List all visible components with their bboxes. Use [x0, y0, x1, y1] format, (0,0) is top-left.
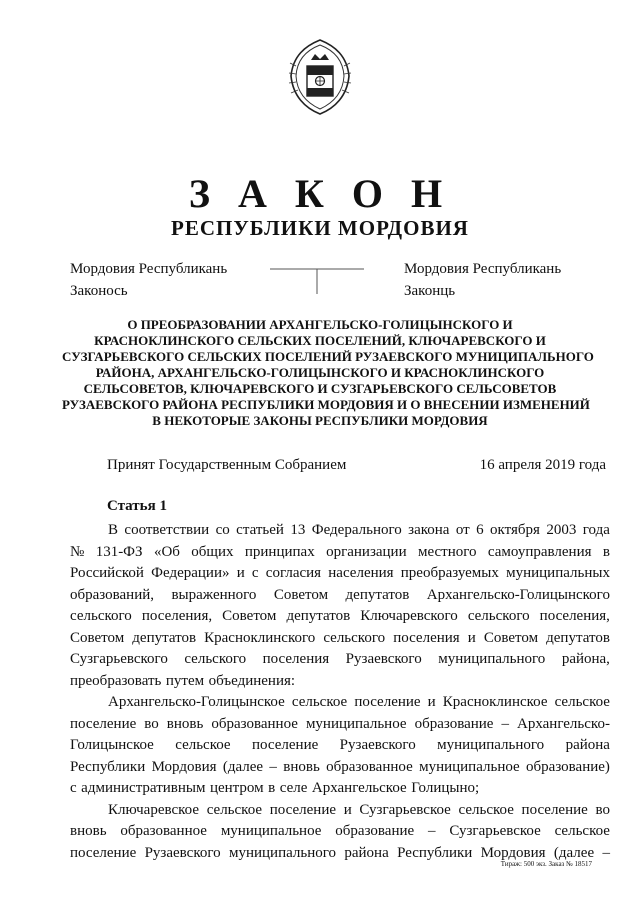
- coat-of-arms-icon: [285, 36, 355, 116]
- law-name-line: В НЕКОТОРЫЕ ЗАКОНЫ РЕСПУБЛИКИ МОРДОВИЯ: [152, 413, 488, 428]
- adoption-statement: Принят Государственным Собранием: [107, 457, 347, 473]
- adoption-date: 16 апреля 2019 года: [479, 457, 606, 473]
- body-line: образований, выраженного Советом депутатов Архангельско-Голицынского: [70, 586, 610, 603]
- law-name: [62, 317, 594, 429]
- body-line: В соответствии со статьей 13 Федерального закона от 6 октября 2003 года: [108, 522, 610, 538]
- law-name-line: СУЗГАРЬЕВСКОГО СЕЛЬСКИХ ПОСЕЛЕНИЙ РУЗАЕВСКОГО МУНИЦИПАЛЬНОГО: [62, 349, 594, 364]
- body-line: Голицынское сельское поселение Рузаевского муниципального района: [70, 737, 610, 753]
- body-line: с административным центром в селе Архангельское Голицыно;: [70, 780, 480, 796]
- left-line-2: Законось: [70, 283, 128, 299]
- article-body: [70, 520, 610, 864]
- article-heading: Статья 1: [107, 498, 167, 514]
- body-line: Российской Федерации» и с согласия населения преобразуемых муниципальных: [70, 565, 610, 581]
- body-line: преобразовать путем объединения:: [70, 672, 296, 689]
- body-line: сельского поселения, Советом депутатов Ключаревского сельского поселения,: [70, 608, 610, 624]
- law-name-line: О ПРЕОБРАЗОВАНИИ АРХАНГЕЛЬСКО-ГОЛИЦЫНСКОГО И: [127, 317, 513, 332]
- body-line: Ключаревское сельское поселение и Сузгарьевское сельское поселение во: [108, 801, 610, 818]
- body-line: Советом депутатов Красноклинского сельского поселения и Советом депутатов: [70, 629, 610, 646]
- header-right-erzya: [404, 258, 561, 302]
- body-line: поселение во вновь образованное муниципальное образование – Архангельско-: [70, 715, 610, 732]
- law-name-line: РАЙОНА, АРХАНГЕЛЬСКО-ГОЛИЦЫНСКОГО И КРАСНОКЛИНСКОГО: [95, 365, 545, 380]
- body-line: Архангельско-Голицынское сельское поселение и Красноклинское сельское: [108, 694, 610, 710]
- body-line: вновь образованное муниципальное образование – Сузгарьевское сельское: [70, 823, 610, 839]
- law-name-line: РУЗАЕВСКОГО РАЙОНА РЕСПУБЛИКИ МОРДОВИЯ И О ВНЕСЕНИИ ИЗМЕНЕНИЙ: [62, 397, 590, 412]
- right-line-2: Законць: [404, 283, 456, 299]
- document-title: З А К О Н: [188, 171, 452, 216]
- body-line: Сузгарьевского сельского поселения Рузаевского муниципального района,: [70, 651, 610, 667]
- document-subtitle: РЕСПУБЛИКИ МОРДОВИЯ: [171, 216, 469, 240]
- header-left-mordovian: [70, 258, 227, 302]
- body-line: Республики Мордовия (далее – вновь образованное муниципальное образование): [70, 758, 610, 775]
- law-name-line: КРАСНОКЛИНСКОГО СЕЛЬСКИХ ПОСЕЛЕНИЙ, КЛЮЧАРЕВСКОГО И: [94, 333, 546, 348]
- right-line-1: Мордовия Республикань: [404, 261, 562, 277]
- body-line: поселение Рузаевского муниципального района Республики Мордовия (далее –: [70, 844, 610, 861]
- body-line: № 131-ФЗ «Об общих принципах организации местного самоуправления в: [70, 543, 610, 560]
- print-run-footer: Тираж: 500 экз. Заказ № 18517: [500, 860, 592, 868]
- left-line-1: Мордовия Республикань: [70, 261, 228, 277]
- law-name-line: СЕЛЬСОВЕТОВ, КЛЮЧАРЕВСКОГО И СУЗГАРЬЕВСКОГО СЕЛЬСОВЕТОВ: [83, 381, 557, 396]
- header-divider: [270, 268, 364, 294]
